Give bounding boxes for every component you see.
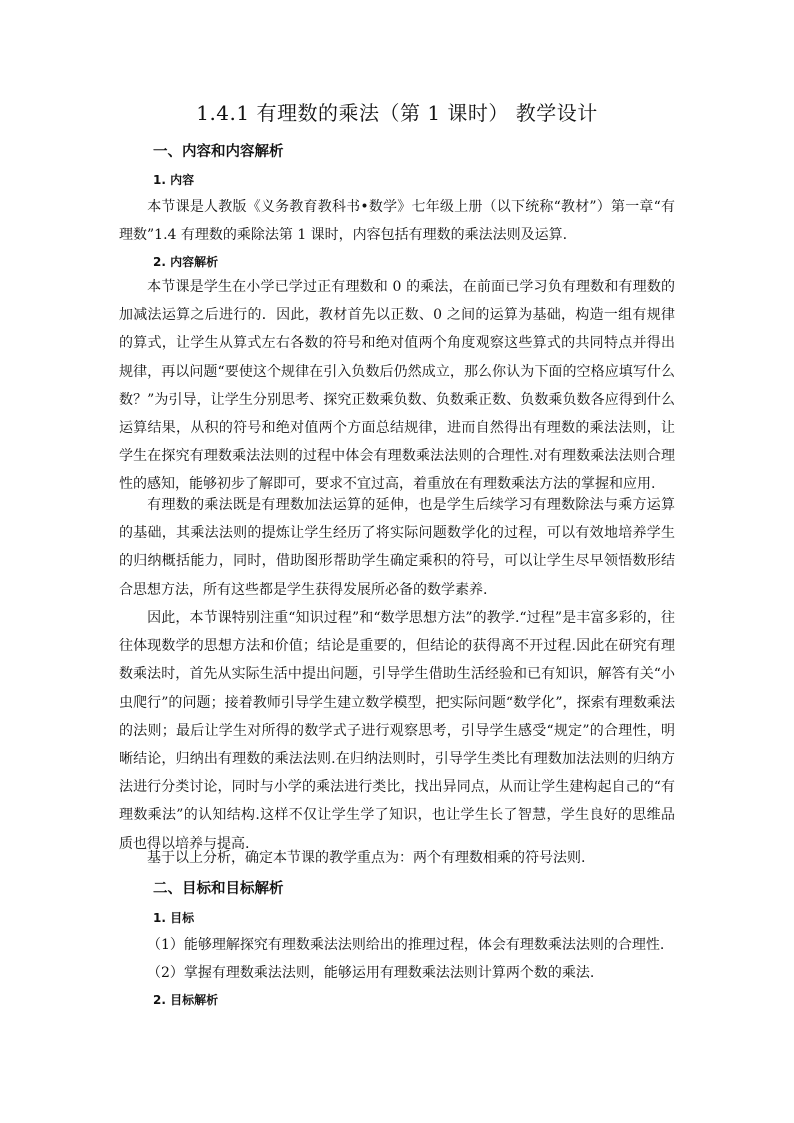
paragraph-key-point (119, 844, 675, 872)
goal-item-1: （1）能够理解探究有理数乘法法则给出的推理过程，体会有理数乘法法则的合理性. (147, 937, 665, 953)
paragraph-key-point-text: 基于以上分析，确定本节课的教学重点为：两个有理数相乘的符号法则. (147, 850, 586, 866)
paragraph-analysis-2 (119, 491, 675, 604)
section-heading-goals: 二、目标和目标解析 (153, 881, 284, 897)
paragraph-analysis-3 (119, 604, 675, 858)
paragraph-analysis-1-text: 本节课是学生在小学已学过正有理数和 0 的乘法，在前面已学习负有理数和有理数的加减法运算之后进行的．因此，教材首先以正数、0 之间的运算为基础，构造一组有规律的算式，让学生从算式左右各数的符号和绝对值两个角度观察这些算式的共同特点并得出规律，再以问题“要使这个规律在引入负数后仍然成立，那么你认为下面的空格应填写什么数？”为引导，让学生分别思考、探究正数乘负数、负数乘正数、负数乘负数各应得到什么运算结果，从积的符号和绝对值两个方面总结规律，进而自然得出有理数的乘法法则，让学生在探究有理数乘法法则的过程中体会有理数乘法法则的合理性.对有理数乘法法则合理性的感知，能够初步了解即可，要求不宜过高，着重放在有理数乘法方法的掌握和应用. (119, 279, 675, 493)
subheading-goals: 1. 目标 (153, 911, 195, 925)
paragraph-content (119, 193, 675, 249)
paragraph-content-text: 本节课是人教版《义务教育教科书•数学》七年级上册（以下统称“教材”）第一章“有理数”1.4 有理数的乘除法第 1 课时，内容包括有理数的乘法法则及运算. (119, 199, 675, 244)
subheading-content: 1. 内容 (153, 173, 195, 187)
paragraph-analysis-3-text: 因此，本节课特别注重“知识过程”和“数学思想方法”的教学.“过程”是丰富多彩的，往往体现数学的思想方法和价值；结论是重要的，但结论的获得离不开过程.因此在研究有理数乘法时，首先从实际生活中提出问题，引导学生借助生活经验和已有知识，解答有关“小虫爬行”的问题；接着教师引导学生建立数学模型，把实际问题“数学化”，探索有理数乘法的法则；最后让学生对所得的数学式子进行观察思考，引导学生感受“规定”的合理性，明晰结论，归纳出有理数的乘法法则.在归纳法则时，引导学生类比有理数加法法则的归纳方法进行分类讨论，同时与小学的乘法进行类比，找出异同点，从而让学生建构起自己的“有理数乘法”的认知结构.这样不仅让学生学了知识，也让学生长了智慧，学生良好的思维品质也得以培养与提高. (119, 610, 675, 852)
subheading-goal-analysis: 2. 目标解析 (153, 993, 219, 1007)
paragraph-analysis-1 (119, 273, 675, 499)
section-heading-content: 一、内容和内容解析 (153, 144, 284, 160)
subheading-content-analysis: 2. 内容解析 (153, 255, 219, 269)
goal-item-2: （2）掌握有理数乘法法则，能够运用有理数乘法法则计算两个数的乘法. (147, 965, 595, 981)
paragraph-analysis-2-text: 有理数的乘法既是有理数加法运算的延伸，也是学生后续学习有理数除法与乘方运算的基础，其乘法法则的提炼让学生经历了将实际问题数学化的过程，可以有效地培养学生的归纳概括能力，同时，借助图形帮助学生确定乘积的符号，可以让学生尽早领悟数形结合思想方法，所有这些都是学生获得发展所必备的数学素养. (119, 497, 675, 598)
page-title: 1.4.1 有理数的乘法（第 1 课时） 教学设计 (196, 101, 598, 125)
